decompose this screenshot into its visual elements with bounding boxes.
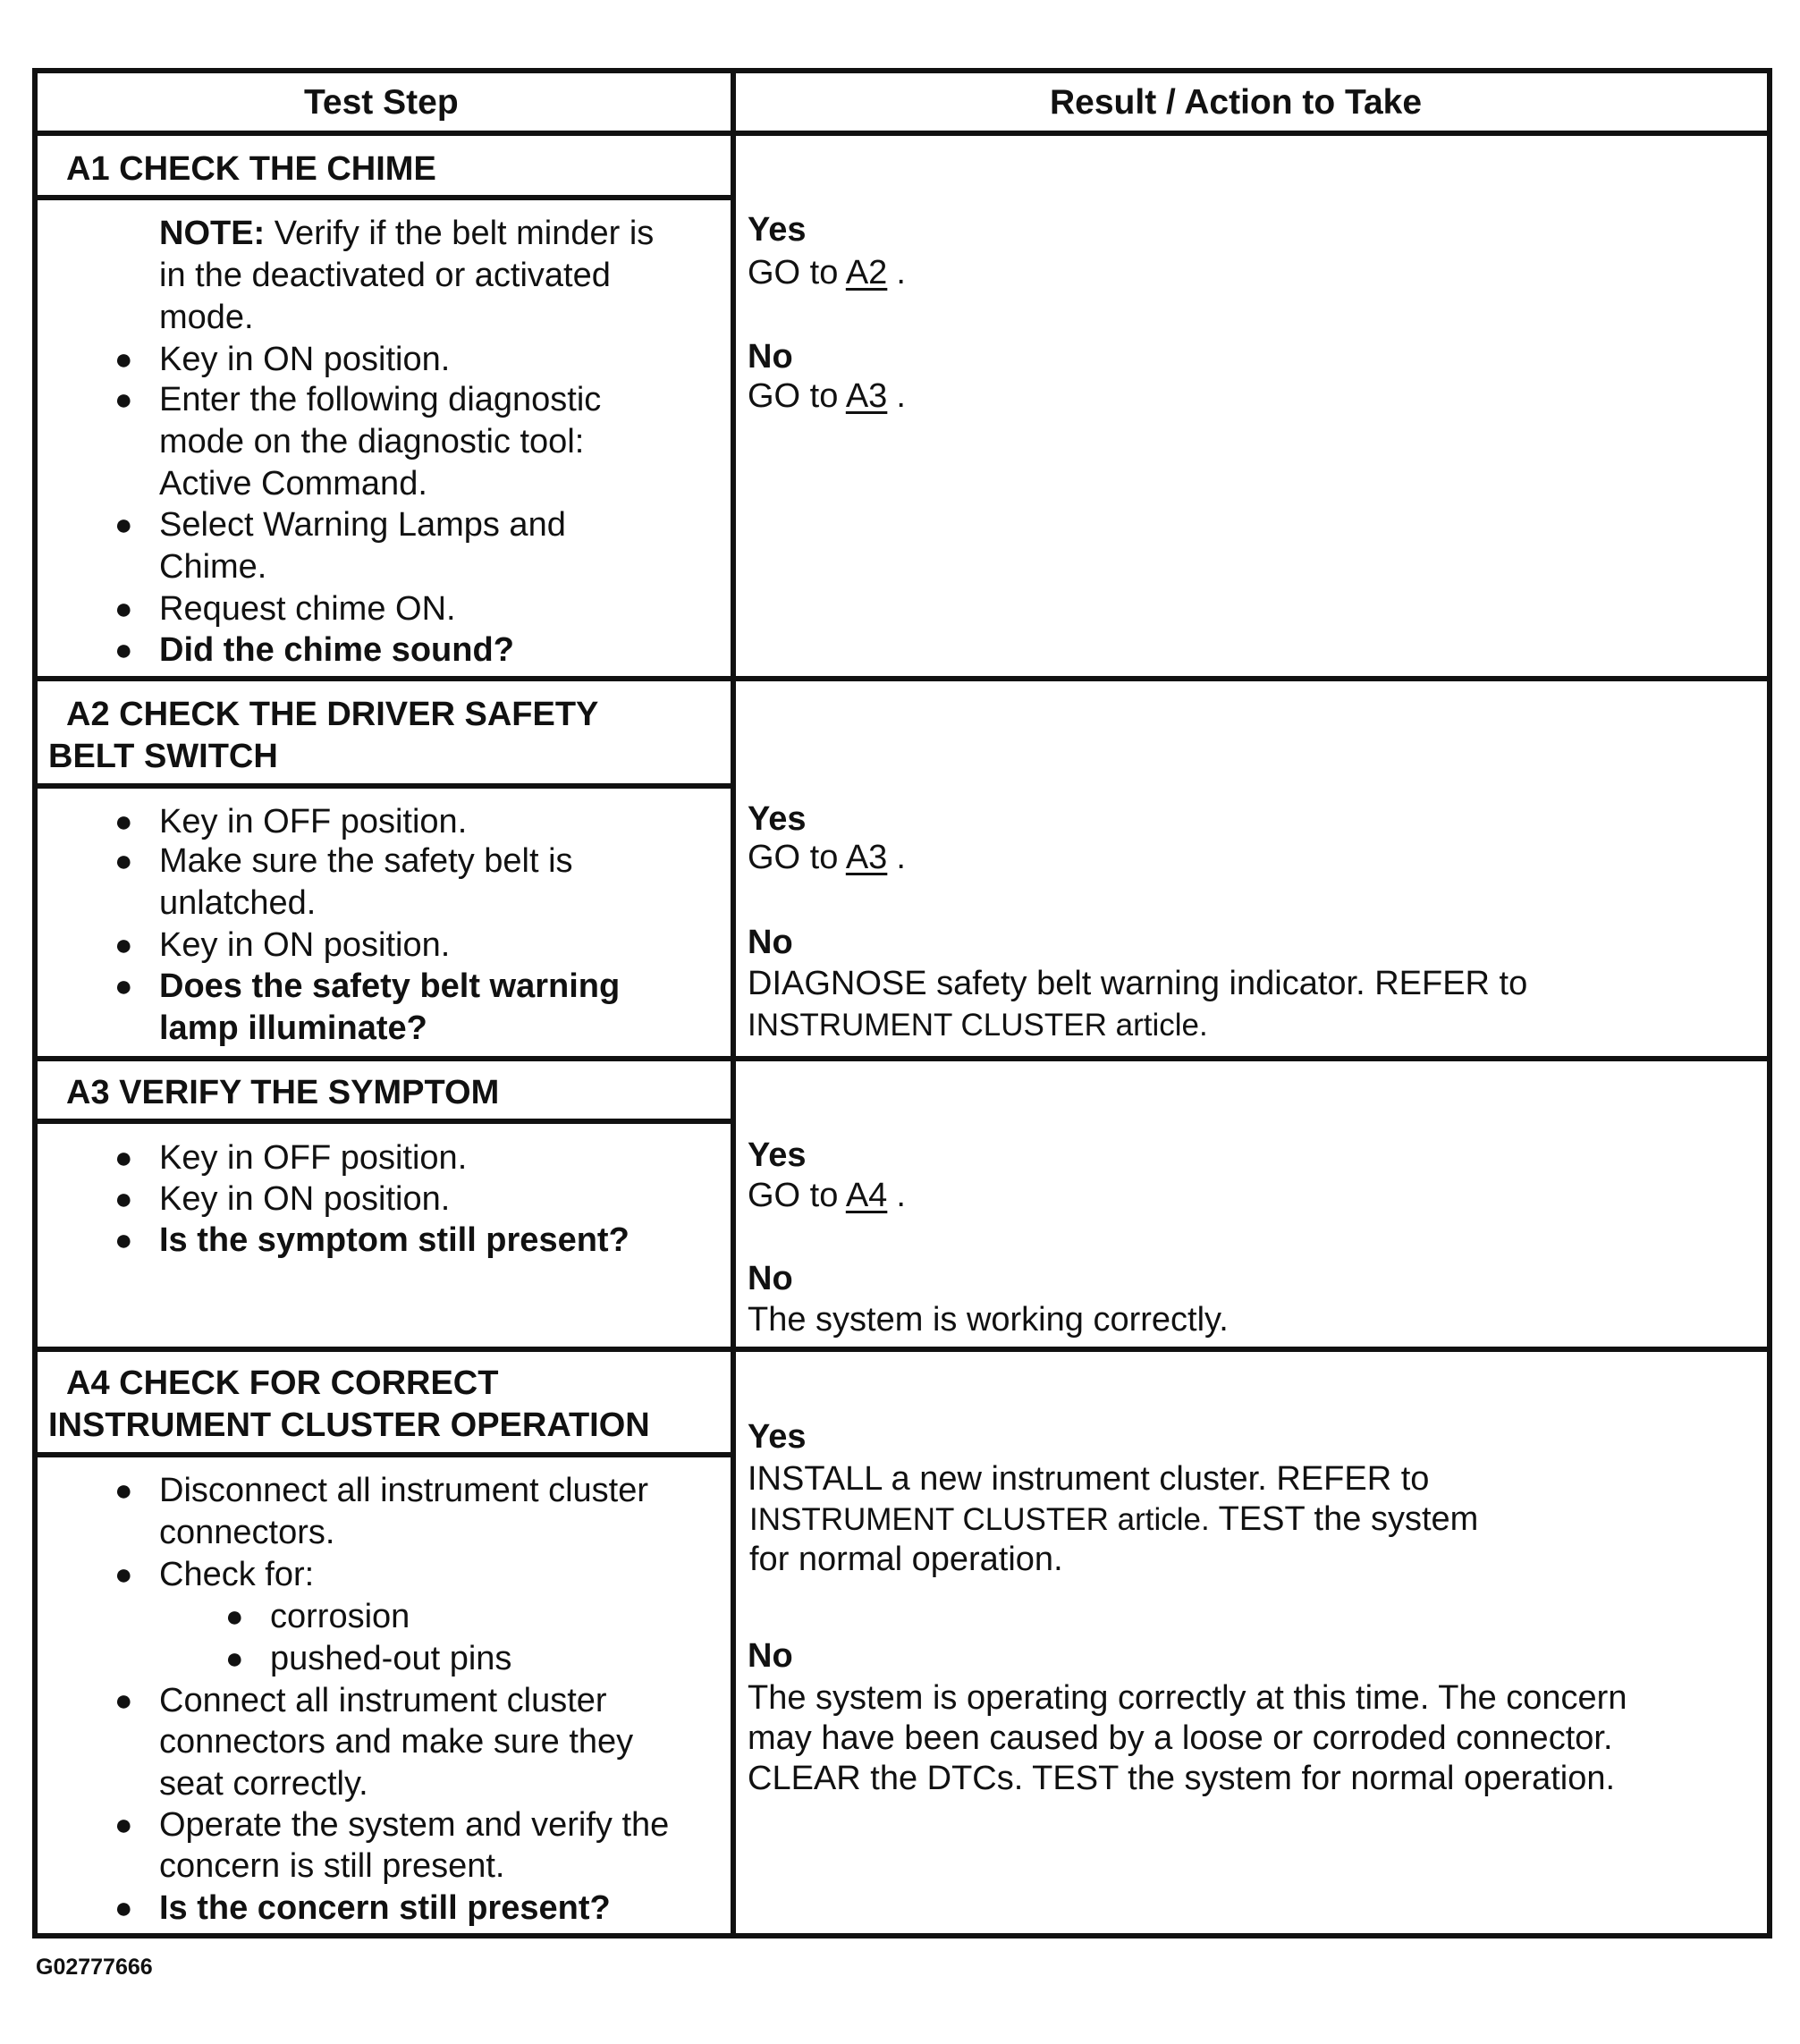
- step-a4-title-line1: A4 CHECK FOR CORRECT: [66, 1364, 499, 1402]
- step-a2-title-line1: A2 CHECK THE DRIVER SAFETY: [66, 696, 599, 733]
- a2-yes-action: GO to A3 .: [748, 839, 906, 876]
- link-a2[interactable]: A2: [845, 254, 888, 291]
- figure-id: G02777666: [36, 1955, 153, 1980]
- a2-no-line2[interactable]: INSTRUMENT CLUSTER article.: [748, 1008, 1208, 1043]
- bullet-icon: ●: [114, 928, 133, 962]
- a3-title-divider: [32, 1119, 733, 1124]
- a4-sub-bullet-1: corrosion: [270, 1598, 410, 1635]
- a3-no-label: No: [748, 1260, 793, 1297]
- bullet-icon: ●: [114, 1558, 133, 1592]
- a1-question: Did the chime sound?: [159, 631, 514, 669]
- a1-note-line3: mode.: [159, 299, 254, 336]
- a2-bullet-2-line2: unlatched.: [159, 884, 317, 922]
- bullet-icon: ●: [114, 592, 133, 626]
- bullet-icon: ●: [114, 342, 133, 376]
- step-a1-title: A1 CHECK THE CHIME: [66, 150, 436, 188]
- a1-note: [159, 213, 654, 254]
- column-divider: [731, 68, 736, 1938]
- a4-no-label: No: [748, 1637, 793, 1675]
- a2-no-label: No: [748, 924, 793, 961]
- a4-bullet-1-line1: Disconnect all instrument cluster: [159, 1472, 648, 1509]
- a4-bullet-3-line2: connectors and make sure they: [159, 1723, 634, 1761]
- a1-bullet-2-line3: Active Command.: [159, 465, 427, 503]
- note-label: NOTE:: [159, 215, 266, 252]
- note-text: Verify if the belt minder is: [265, 215, 655, 252]
- a1-yes-action: GO to A2 .: [748, 254, 906, 291]
- a4-yes-label: Yes: [748, 1418, 807, 1456]
- link-a3[interactable]: A3: [845, 377, 888, 415]
- a2-title-divider: [32, 783, 733, 789]
- a2-no-line1: DIAGNOSE safety belt warning indicator. REFER to: [748, 965, 1528, 1002]
- a3-yes-action: GO to A4 .: [748, 1177, 906, 1214]
- a3-row-divider: [32, 1347, 1772, 1352]
- a4-yes-line3: for normal operation.: [749, 1541, 1063, 1578]
- instrument-cluster-reference[interactable]: INSTRUMENT CLUSTER article.: [749, 1502, 1210, 1537]
- a1-row-divider: [32, 676, 1772, 681]
- bullet-icon: ●: [114, 633, 133, 667]
- a1-bullet-4: Request chime ON.: [159, 590, 456, 628]
- step-a3-title: A3 VERIFY THE SYMPTOM: [66, 1074, 500, 1111]
- header-divider: [32, 131, 1772, 136]
- a3-question: Is the symptom still present?: [159, 1221, 630, 1259]
- a4-question: Is the concern still present?: [159, 1889, 611, 1927]
- a3-no-line1: The system is working correctly.: [748, 1301, 1229, 1339]
- bullet-icon: ●: [114, 1182, 133, 1216]
- bullet-icon: ●: [114, 508, 133, 542]
- step-a4-title-line2: INSTRUMENT CLUSTER OPERATION: [48, 1406, 650, 1444]
- bullet-icon: ●: [114, 969, 133, 1003]
- a1-bullet-3-line1: Select Warning Lamps and: [159, 506, 566, 544]
- bullet-icon: ●: [114, 805, 133, 839]
- a1-no-label: No: [748, 338, 793, 376]
- link-a4[interactable]: A4: [845, 1177, 888, 1214]
- a2-bullet-1: Key in OFF position.: [159, 803, 468, 840]
- a4-bullet-3-line1: Connect all instrument cluster: [159, 1682, 607, 1719]
- bullet-icon: ●: [114, 1891, 133, 1925]
- a1-title-divider: [32, 195, 733, 200]
- a4-yes-line2: INSTRUMENT CLUSTER article. TEST the system: [749, 1500, 1479, 1538]
- a2-yes-label: Yes: [748, 800, 807, 838]
- a1-no-action: GO to A3 .: [748, 377, 906, 415]
- bullet-icon: ●: [114, 1141, 133, 1175]
- a1-bullet-1: Key in ON position.: [159, 341, 451, 378]
- a1-bullet-2-line1: Enter the following diagnostic: [159, 381, 602, 418]
- bullet-icon: ●: [114, 1808, 133, 1842]
- header-test-step: Test Step: [304, 83, 459, 122]
- bullet-icon: ●: [114, 1474, 133, 1508]
- a4-title-divider: [32, 1452, 733, 1457]
- a4-sub-bullet-2: pushed-out pins: [270, 1640, 512, 1677]
- sub-bullet-icon: ●: [225, 1642, 244, 1676]
- a1-bullet-3-line2: Chime.: [159, 548, 267, 586]
- a2-bullet-2-line1: Make sure the safety belt is: [159, 842, 573, 880]
- sub-bullet-icon: ●: [225, 1600, 244, 1634]
- header-result-action: Result / Action to Take: [1050, 83, 1423, 122]
- a1-yes-label: Yes: [748, 211, 807, 249]
- a2-row-divider: [32, 1056, 1772, 1061]
- a2-bullet-3: Key in ON position.: [159, 926, 451, 964]
- a4-bullet-1-line2: connectors.: [159, 1514, 335, 1551]
- a3-bullet-2: Key in ON position.: [159, 1180, 451, 1218]
- a4-bullet-4-line2: concern is still present.: [159, 1847, 505, 1885]
- a4-no-line3: CLEAR the DTCs. TEST the system for normal operation.: [748, 1760, 1616, 1797]
- a4-no-line2: may have been caused by a loose or corroded connector.: [748, 1719, 1613, 1757]
- link-a3[interactable]: A3: [845, 839, 888, 876]
- a1-bullet-2-line2: mode on the diagnostic tool:: [159, 423, 585, 460]
- a2-question-line2: lamp illuminate?: [159, 1009, 427, 1047]
- a4-bullet-2: Check for:: [159, 1556, 315, 1593]
- a3-bullet-1: Key in OFF position.: [159, 1139, 468, 1177]
- a2-question-line1: Does the safety belt warning: [159, 967, 621, 1005]
- bullet-icon: ●: [114, 1684, 133, 1718]
- bullet-icon: ●: [114, 1223, 133, 1257]
- step-a2-title-line2: BELT SWITCH: [48, 738, 278, 775]
- a4-bullet-3-line3: seat correctly.: [159, 1765, 368, 1803]
- a3-yes-label: Yes: [748, 1136, 807, 1174]
- a4-yes-line1: INSTALL a new instrument cluster. REFER to: [748, 1460, 1430, 1498]
- a1-note-line2: in the deactivated or activated: [159, 257, 611, 294]
- bullet-icon: ●: [114, 844, 133, 878]
- a4-bullet-4-line1: Operate the system and verify the: [159, 1806, 670, 1844]
- a4-no-line1: The system is operating correctly at this time. The concern: [748, 1679, 1627, 1717]
- bullet-icon: ●: [114, 383, 133, 417]
